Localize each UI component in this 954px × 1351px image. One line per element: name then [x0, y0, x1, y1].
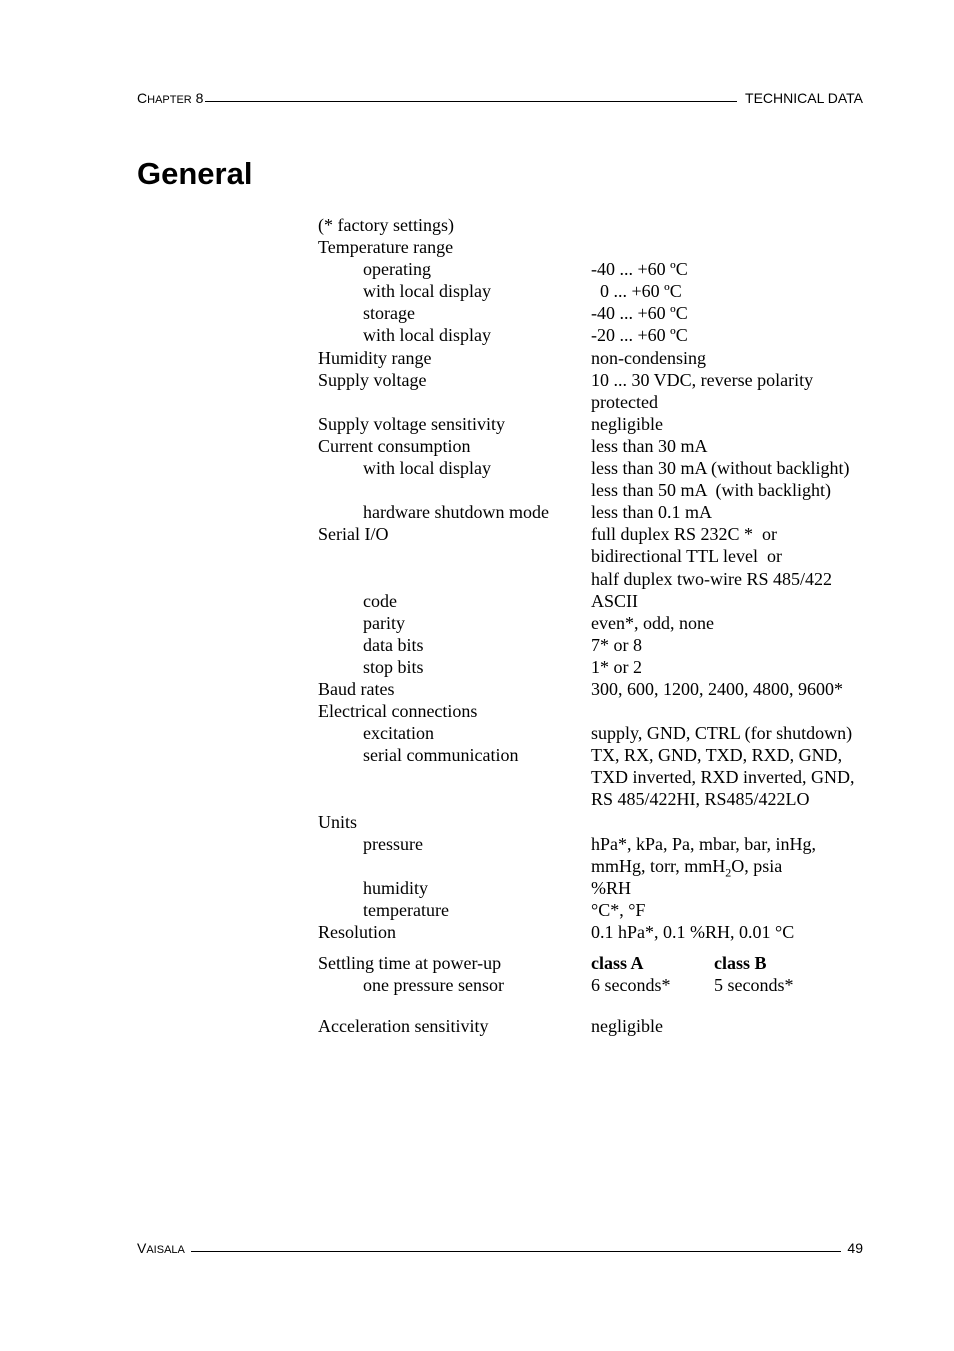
- spec-label: Units: [318, 811, 358, 832]
- spec-row: [318, 974, 878, 996]
- spec-value: °C*, °F: [591, 899, 646, 920]
- spec-value: %RH: [591, 877, 631, 898]
- spec-row: [318, 214, 878, 236]
- spec-table: [318, 214, 878, 1037]
- spec-row: [318, 324, 878, 346]
- spec-row: [318, 590, 878, 612]
- footer-rule: [191, 1251, 842, 1252]
- spec-row: [318, 612, 878, 634]
- spec-label: with local display: [363, 458, 491, 479]
- brand-initial: V: [137, 1240, 147, 1256]
- spec-row: [318, 722, 878, 744]
- chapter-initial: C: [137, 90, 148, 106]
- spacer: [318, 943, 878, 952]
- spec-value-line: less than 50 mA (with backlight): [591, 480, 831, 501]
- spec-label: pressure: [363, 833, 423, 854]
- spec-value: negligible: [591, 413, 663, 434]
- spec-row: [318, 457, 878, 501]
- spec-label: Electrical connections: [318, 701, 478, 722]
- spec-label: Supply voltage sensitivity: [318, 413, 505, 434]
- spec-value: [591, 974, 866, 996]
- spec-value: even*, odd, none: [591, 612, 714, 633]
- spec-row: [318, 302, 878, 324]
- spec-label: operating: [363, 259, 431, 280]
- spec-value: -40 ... +60 ºC: [591, 303, 688, 324]
- spec-label: storage: [363, 303, 415, 324]
- spec-row: [318, 258, 878, 280]
- spec-value: 0 ... +60 ºC: [591, 281, 682, 302]
- spec-label: stop bits: [363, 656, 424, 677]
- chapter-word: HAPTER: [147, 94, 192, 106]
- spec-label: Humidity range: [318, 347, 432, 368]
- spec-row: [318, 899, 878, 921]
- spec-label: code: [363, 590, 397, 611]
- spec-row: [318, 700, 878, 722]
- spec-value: non-condensing: [591, 347, 706, 368]
- spec-row: [318, 656, 878, 678]
- pressure-units-text: hPa*, kPa, Pa, mbar, bar, inHg, mmHg, torr, mmH: [591, 833, 817, 876]
- spec-label: excitation: [363, 723, 434, 744]
- spec-value: ASCII: [591, 590, 639, 611]
- spec-label: serial communication: [363, 745, 519, 766]
- spec-row: [318, 877, 878, 899]
- spec-row: [318, 280, 878, 302]
- pressure-units-tail: O, psia: [731, 855, 783, 876]
- spec-value-line: full duplex RS 232C * or: [591, 524, 778, 545]
- spec-value: less than 0.1 mA: [591, 502, 712, 523]
- class-b-header: class B: [714, 953, 767, 974]
- spec-row: [318, 744, 878, 810]
- spec-row: [318, 678, 878, 700]
- spec-row: [318, 523, 878, 589]
- spec-label: hardware shutdown mode: [363, 502, 549, 523]
- spec-value: 1* or 2: [591, 656, 642, 677]
- spec-value: 300, 600, 1200, 2400, 4800, 9600*: [591, 678, 843, 699]
- spec-value-line: less than 30 mA (without backlight): [591, 458, 850, 479]
- spec-label: data bits: [363, 634, 424, 655]
- page-header: [137, 90, 863, 106]
- spec-value-line: bidirectional TTL level or: [591, 546, 782, 567]
- spec-row: [318, 347, 878, 369]
- spec-label: Baud rates: [318, 678, 395, 699]
- class-a-value: 6 seconds*: [591, 975, 671, 996]
- page-title: General: [137, 156, 253, 191]
- spec-label: with local display: [363, 325, 491, 346]
- spec-label: one pressure sensor: [363, 975, 504, 996]
- spec-label: temperature: [363, 899, 449, 920]
- spec-label: with local display: [363, 281, 491, 302]
- spec-row: [318, 952, 878, 974]
- page-number: 49: [847, 1240, 863, 1256]
- spec-row: [318, 634, 878, 656]
- class-a-header: class A: [591, 953, 644, 974]
- spec-row: [318, 369, 878, 413]
- spec-value-line: half duplex two-wire RS 485/422: [591, 568, 832, 589]
- spec-row: [318, 501, 878, 523]
- spec-label: Serial I/O: [318, 524, 389, 545]
- spec-row: [318, 833, 878, 880]
- spec-value: 7* or 8: [591, 634, 642, 655]
- spec-value: 10 ... 30 VDC, reverse polarity protected: [591, 369, 814, 412]
- brand-word: AISALA: [146, 1244, 185, 1256]
- section-title: TECHNICAL DATA: [745, 90, 863, 106]
- spec-value: supply, GND, CTRL (for shutdown): [591, 723, 853, 744]
- spec-row: [318, 435, 878, 457]
- spec-value: [591, 952, 866, 974]
- spacer: [318, 996, 878, 1015]
- spec-row: [318, 236, 878, 258]
- spec-value: [591, 523, 866, 589]
- spec-value: -40 ... +60 ºC: [591, 259, 688, 280]
- spec-label: Current consumption: [318, 435, 471, 456]
- spec-row: [318, 921, 878, 943]
- spec-value: negligible: [591, 1016, 663, 1037]
- spec-label: humidity: [363, 877, 429, 898]
- class-b-value: 5 seconds*: [714, 975, 794, 996]
- header-rule: [205, 101, 737, 102]
- chapter-label: [137, 90, 203, 106]
- spec-label: Resolution: [318, 922, 397, 942]
- spec-label: Settling time at power-up: [318, 953, 502, 974]
- spec-value: 0.1 hPa*, 0.1 %RH, 0.01 °C: [591, 922, 795, 942]
- factory-note: (* factory settings): [318, 215, 454, 235]
- spec-value: [591, 833, 866, 880]
- spec-value: -20 ... +60 ºC: [591, 325, 688, 346]
- spec-label: Supply voltage: [318, 369, 427, 390]
- spec-label: parity: [363, 612, 405, 633]
- chapter-number: 8: [195, 90, 204, 106]
- spec-row: [318, 413, 878, 435]
- spec-value: [591, 457, 866, 501]
- spec-row: [318, 1015, 878, 1037]
- page-footer: [137, 1240, 863, 1256]
- subscript-2: 2: [725, 865, 732, 880]
- spec-value: TX, RX, GND, TXD, RXD, GND, TXD inverted, RXD inverted, GND, RS 485/422HI, RS485/422LO: [591, 745, 855, 810]
- spec-value: less than 30 mA: [591, 435, 708, 456]
- brand-name: [137, 1240, 185, 1256]
- spec-label: Temperature range: [318, 237, 454, 258]
- spec-label: Acceleration sensitivity: [318, 1016, 489, 1037]
- spec-row: [318, 811, 878, 833]
